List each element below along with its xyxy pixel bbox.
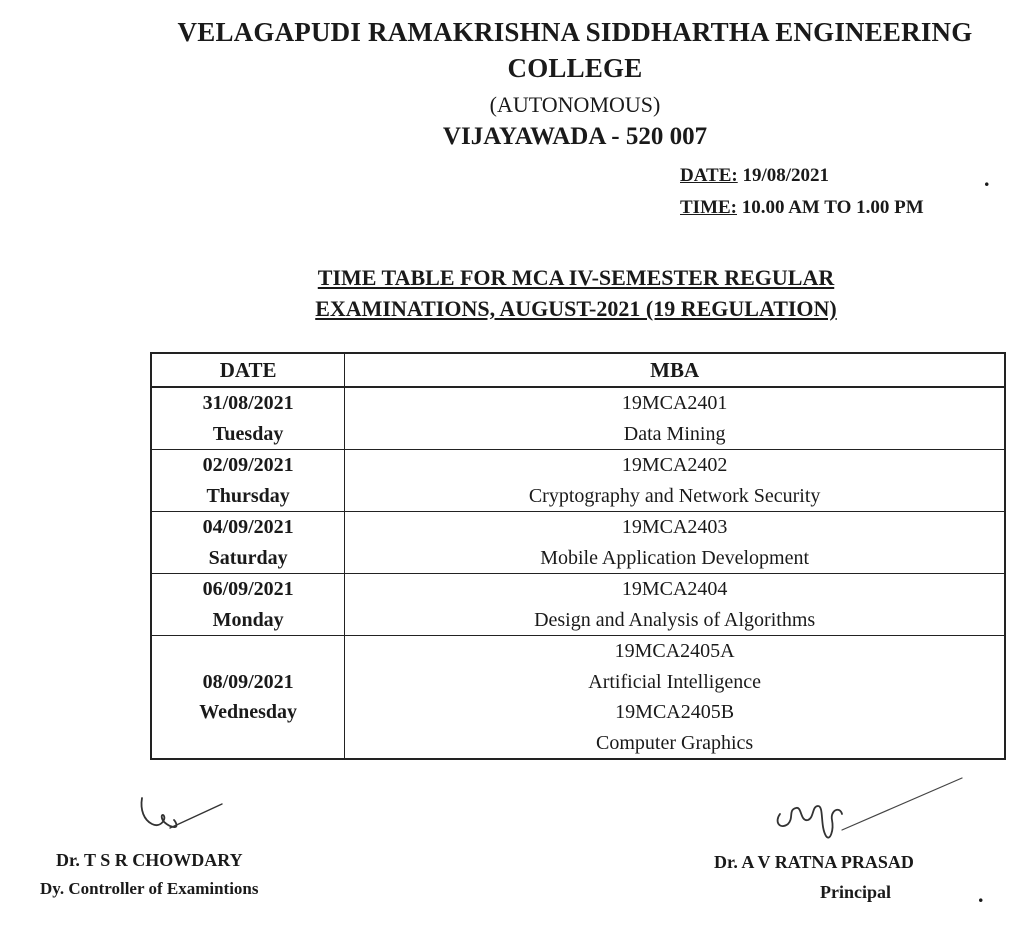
row-date: 06/09/2021: [202, 578, 294, 600]
subject-code: 19MCA2402: [621, 454, 728, 476]
subject-name: Design and Analysis of Algorithms: [534, 608, 816, 631]
exam-date: [680, 163, 829, 189]
exam-time-label: TIME:: [680, 197, 737, 218]
header-date: DATE: [151, 353, 345, 387]
college-name: VELAGAPUDI RAMAKRISHNA SIDDHARTHA ENGINEERING COLLEGE: [177, 17, 973, 83]
controller-name: Dr. T S R CHOWDARY: [56, 850, 243, 870]
exam-time: [680, 195, 924, 221]
row-date: 31/08/2021: [202, 392, 294, 414]
table-row: [151, 387, 1005, 450]
exam-date-label: DATE:: [680, 165, 738, 186]
row-subject-cell: [345, 450, 1005, 512]
table-row: [151, 450, 1005, 512]
row-date-cell: [151, 450, 345, 512]
row-date: 02/09/2021: [202, 454, 294, 476]
table-header-row: [151, 353, 1005, 387]
subject-code: 19MCA2404: [621, 578, 728, 600]
subject-name: Cryptography and Network Security: [528, 484, 821, 507]
row-day: Saturday: [208, 546, 288, 569]
row-subject-cell: [345, 512, 1005, 574]
timetable-title-line1: TIME TABLE FOR MCA IV-SEMESTER REGULAR: [317, 265, 835, 290]
row-subject-cell: [345, 574, 1005, 636]
exam-date-value: 19/08/2021: [742, 165, 830, 186]
timetable-title-line2: EXAMINATIONS, AUGUST-2021 (19 REGULATION): [315, 296, 837, 321]
principal-name: Dr. A V RATNA PRASAD: [714, 852, 914, 872]
row-date: 08/09/2021: [202, 670, 294, 693]
table-row: [151, 636, 1005, 760]
row-subject-cell: [345, 636, 1005, 760]
timetable-title: [200, 262, 952, 324]
subject-name: Artificial Intelligence: [588, 670, 761, 693]
trailing-dot: .: [978, 882, 984, 907]
timetable-table: [150, 352, 1006, 760]
principal-signature-icon: [760, 770, 970, 860]
row-date-cell: [151, 387, 345, 450]
row-day: Tuesday: [212, 422, 284, 445]
controller-designation: Dy. Controller of Examintions: [40, 879, 259, 898]
exam-time-value: 10.00 AM TO 1.00 PM: [741, 197, 924, 218]
subject-name: Mobile Application Development: [540, 546, 810, 569]
trailing-dot: .: [984, 166, 990, 191]
row-day: Wednesday: [199, 701, 298, 723]
table-row: [151, 512, 1005, 574]
controller-signature-icon: [130, 790, 240, 850]
subject-code: 19MCA2401: [621, 392, 728, 414]
table-row: [151, 574, 1005, 636]
subject-code: 19MCA2405A: [614, 640, 735, 662]
row-day: Thursday: [206, 484, 290, 507]
row-date-cell: [151, 636, 345, 760]
principal-designation: Principal: [820, 882, 891, 902]
row-day: Monday: [212, 608, 284, 631]
subject-code: 19MCA2403: [621, 516, 728, 538]
row-date-cell: [151, 574, 345, 636]
subject-code: 19MCA2405B: [615, 701, 735, 723]
autonomous-label: (AUTONOMOUS): [489, 92, 661, 117]
subject-name: Computer Graphics: [596, 731, 754, 754]
row-subject-cell: [345, 387, 1005, 450]
row-date-cell: [151, 512, 345, 574]
row-date: 04/09/2021: [202, 516, 294, 538]
college-city: VIJAYAWADA - 520 007: [442, 123, 708, 150]
header-mba: MBA: [345, 353, 1005, 387]
subject-name: Data Mining: [623, 422, 726, 445]
